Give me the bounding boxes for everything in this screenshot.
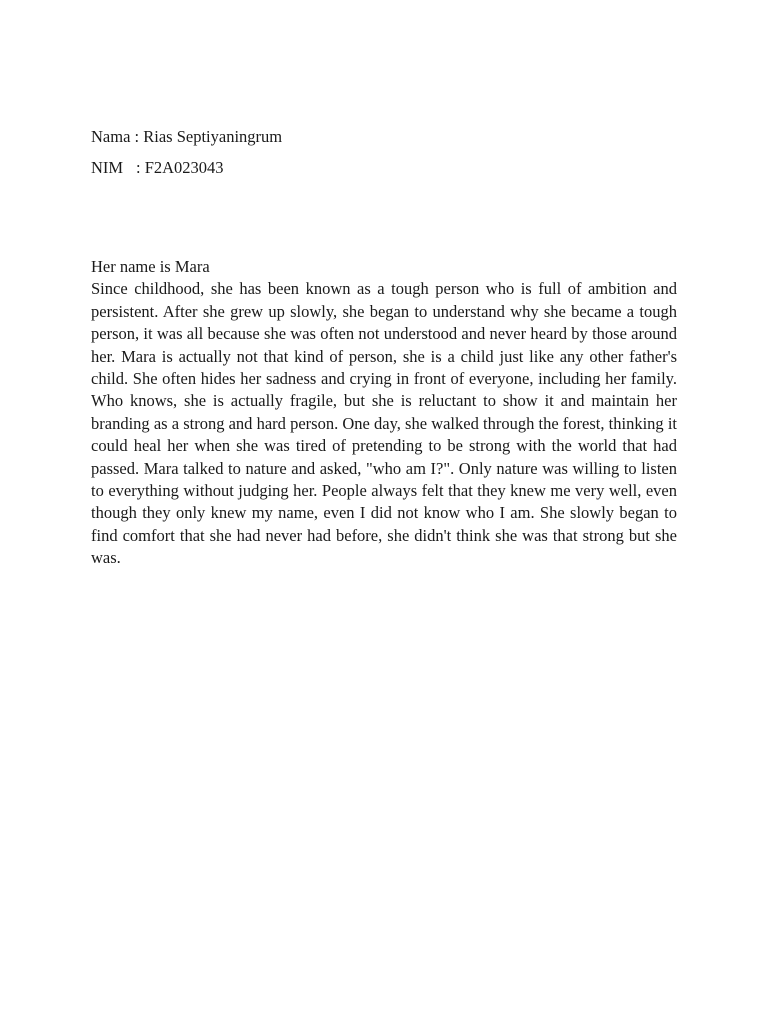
student-info	[91, 126, 282, 179]
name-line	[91, 126, 282, 148]
name-value: Rias Septiyaningrum	[143, 127, 283, 146]
nim-label: NIM	[91, 158, 124, 177]
nim-separator: :	[136, 158, 145, 177]
story-title: Her name is Mara	[91, 257, 210, 276]
name-label: Nama	[91, 127, 131, 146]
nim-value: F2A023043	[144, 158, 224, 177]
story-body	[91, 256, 677, 570]
nim-line	[91, 157, 282, 179]
story-paragraph: Since childhood, she has been known as a tough person who is full of ambition and persistent. After she grew up slowly, she began to understand why she became a tough person, it was all because she was often not understood and never heard by those around her. Mara is actually not that kind of person, she is a child just like any other father's child. She often hides her sadness and crying in front of everyone, including her family. Who knows, she is actually fragile, but she is reluctant to show it and maintain her branding as a strong and hard person. One day, she walked through the forest, thinking it could heal her when she was tired of pretending to be strong with the world that had passed. Mara talked to nature and asked, "who am I?". Only nature was willing to listen to everything without judging her. People always felt that they knew me very well, even though they only knew my name, even I did not know who I am. She slowly began to find comfort that she had never had before, she didn't think she was that strong but she was.	[91, 279, 677, 568]
name-separator: :	[130, 127, 144, 146]
